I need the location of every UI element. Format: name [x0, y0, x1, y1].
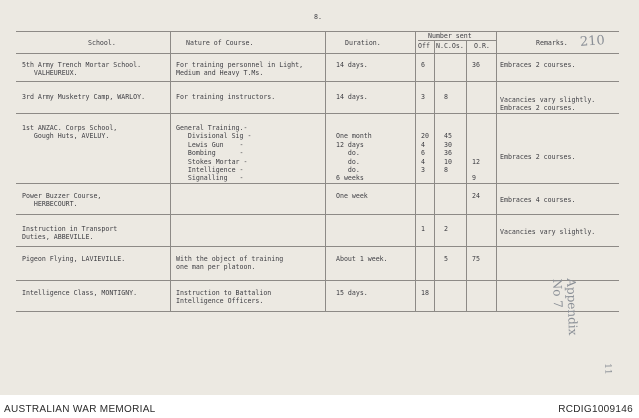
- cell-school: Gough Huts, AVELUY.: [22, 132, 110, 141]
- cell-or: 36: [472, 61, 480, 69]
- cell-nature: General Training.-: [176, 124, 248, 132]
- table-rule-horizontal: [16, 183, 619, 184]
- cell-remarks: Embraces 2 courses.: [500, 153, 576, 161]
- header-number-sent: Number sent: [428, 32, 472, 40]
- cell-off: 4: [421, 157, 425, 166]
- cell-remarks: Vacancies vary slightly.: [500, 228, 596, 236]
- table-rule-horizontal: [16, 311, 619, 312]
- table-rule-horizontal: [16, 214, 619, 215]
- cell-duration: 15 days.: [336, 289, 368, 297]
- cell-duration: do.: [336, 157, 360, 166]
- header-nature: Nature of Course.: [186, 39, 254, 47]
- cell-duration: 12 days: [336, 140, 364, 149]
- cell-nature: For training instructors.: [176, 93, 276, 101]
- cell-off: 3: [421, 93, 425, 101]
- cell-off: 3: [421, 166, 425, 174]
- cell-ncos: 36: [444, 149, 452, 158]
- handwritten-bottom-number: 11: [602, 363, 613, 375]
- cell-duration: About 1 week.: [336, 255, 388, 263]
- cell-duration: 14 days.: [336, 61, 368, 69]
- cell-ncos: 10: [444, 157, 452, 166]
- table-rule-vertical: [170, 31, 171, 311]
- cell-school: Pigeon Flying, LAVIEVILLE.: [22, 255, 126, 263]
- handwritten-page-number: 210: [579, 33, 606, 50]
- cell-school: 5th Army Trench Mortar School.: [22, 61, 142, 69]
- cell-off: 20: [421, 132, 429, 141]
- table-rule-vertical: [415, 31, 416, 311]
- cell-ncos: 2: [444, 225, 448, 233]
- cell-ncos: 8: [444, 166, 448, 174]
- cell-duration: 14 days.: [336, 93, 368, 101]
- cell-nature: Signalling -: [176, 174, 244, 183]
- table-rule-vertical: [466, 40, 467, 311]
- cell-ncos: 8: [444, 93, 448, 101]
- cell-nature: Intelligence Officers.: [176, 297, 264, 306]
- cell-remarks: Embraces 4 courses.: [500, 196, 576, 204]
- header-off: Off: [418, 41, 430, 50]
- table-rule-horizontal: [16, 280, 619, 281]
- header-school: School.: [88, 39, 116, 47]
- cell-off: 4: [421, 140, 425, 149]
- cell-school: VALHEUREUX.: [22, 69, 78, 78]
- cell-nature: Stokes Mortar -: [176, 157, 248, 166]
- footer-reference-id: RCDIG1009146: [558, 404, 633, 415]
- cell-nature: Divisional Sig -: [176, 132, 252, 141]
- cell-duration: do.: [336, 149, 360, 158]
- cell-nature: one man per platoon.: [176, 263, 256, 272]
- cell-nature: For training personnel in Light,: [176, 61, 304, 69]
- table-rule-horizontal: [16, 31, 619, 32]
- cell-duration: One week: [336, 192, 368, 200]
- cell-off: 6: [421, 149, 425, 158]
- cell-off: 1: [421, 225, 425, 233]
- cell-nature: Lewis Gun -: [176, 140, 244, 149]
- cell-or: 12: [472, 157, 480, 166]
- header-remarks: Remarks.: [536, 39, 568, 47]
- cell-off: 18: [421, 289, 429, 297]
- cell-ncos: 45: [444, 132, 452, 141]
- cell-duration: 6 weeks: [336, 174, 364, 183]
- handwritten-appendix-label: Appendix No 7: [550, 278, 580, 336]
- table-rule-horizontal: [16, 113, 619, 114]
- cell-or: 75: [472, 255, 480, 263]
- header-ncos: N.C.Os.: [436, 41, 464, 50]
- cell-nature: With the object of training: [176, 255, 284, 263]
- table-rule-vertical: [496, 31, 497, 311]
- table-rule-horizontal: [16, 53, 619, 54]
- cell-ncos: 5: [444, 255, 448, 263]
- cell-remarks: Embraces 2 courses.: [500, 104, 576, 113]
- cell-school: 3rd Army Musketry Camp, WARLOY.: [22, 93, 146, 101]
- header-or: O.R.: [474, 41, 490, 50]
- header-duration: Duration.: [345, 39, 381, 47]
- table-rule-vertical: [325, 31, 326, 311]
- table-rule-vertical: [434, 40, 435, 311]
- cell-nature: Instruction to Battalion: [176, 289, 272, 297]
- cell-nature: Intelligence -: [176, 166, 244, 174]
- cell-or: 24: [472, 192, 480, 200]
- footer-archive-name: AUSTRALIAN WAR MEMORIAL: [4, 404, 156, 415]
- cell-school: Instruction in Transport: [22, 225, 118, 233]
- cell-nature: Bombing -: [176, 149, 244, 158]
- cell-nature: Medium and Heavy T.Ms.: [176, 69, 264, 78]
- cell-school: 1st ANZAC. Corps School,: [22, 124, 118, 132]
- cell-school: HERBECOURT.: [22, 200, 78, 209]
- cell-remarks: Embraces 2 courses.: [500, 61, 576, 69]
- cell-ncos: 30: [444, 140, 452, 149]
- cell-or: 9: [472, 174, 476, 183]
- cell-duration: do.: [336, 166, 360, 174]
- table-rule-horizontal: [16, 81, 619, 82]
- cell-school: Duties, ABBEVILLE.: [22, 233, 94, 242]
- table-rule-horizontal: [16, 246, 619, 247]
- cell-school: Intelligence Class, MONTIGNY.: [22, 289, 138, 297]
- cell-duration: One month: [336, 132, 372, 141]
- cell-off: 6: [421, 61, 425, 69]
- page-number: 8.: [314, 13, 322, 21]
- cell-remarks: Vacancies vary slightly.: [500, 96, 596, 104]
- cell-school: Power Buzzer Course,: [22, 192, 102, 200]
